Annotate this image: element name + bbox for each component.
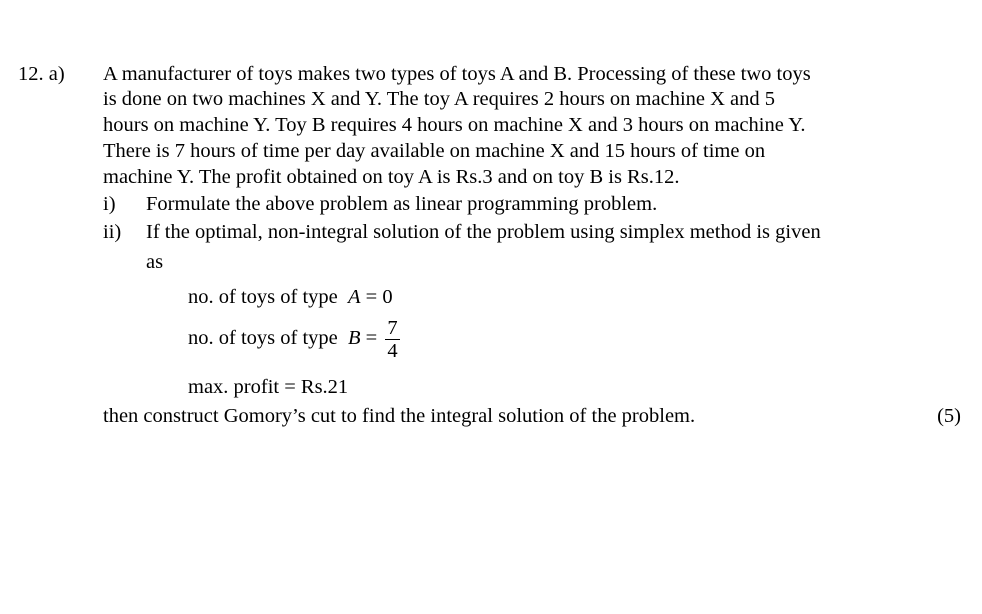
part-ii-text-2: as [146,251,164,273]
solution-b-var: B [348,327,361,349]
solution-a-text: no. of toys of type [188,286,338,308]
solution-profit: max. profit = Rs.21 [188,376,349,398]
part-ii-text-1: If the optimal, non-integral solution of the problem using simplex method is given [146,221,821,243]
solution-a-value: = 0 [365,286,393,308]
paragraph-line-1: A manufacturer of toys makes two types of toys A and B. Processing of these two toys [103,63,811,85]
solution-b-text: no. of toys of type [188,327,338,349]
solution-b [188,314,400,362]
conclusion-line: then construct Gomory’s cut to find the integral solution of the problem. [103,405,696,427]
part-ii-label: ii) [103,221,122,243]
solution-b-eq: = [365,327,378,349]
solution-a [188,285,393,309]
fraction-numerator: 7 [387,316,398,339]
part-i-label: i) [103,193,116,215]
paragraph-line-4: There is 7 hours of time per day available on machine X and 15 hours of time on [103,140,766,162]
solution-b-fraction [385,317,399,362]
solution-a-var: A [348,286,361,308]
part-i-text: Formulate the above problem as linear programming problem. [146,193,658,215]
question-number: 12. a) [18,63,65,85]
fraction-denominator: 4 [387,339,398,362]
paragraph-line-3: hours on machine Y. Toy B requires 4 hours on machine X and 3 hours on machine Y. [103,114,806,136]
marks-label: (5) [937,405,961,427]
paragraph-line-2: is done on two machines X and Y. The toy A requires 2 hours on machine X and 5 [103,88,776,110]
paragraph-line-5: machine Y. The profit obtained on toy A is Rs.3 and on toy B is Rs.12. [103,166,680,188]
